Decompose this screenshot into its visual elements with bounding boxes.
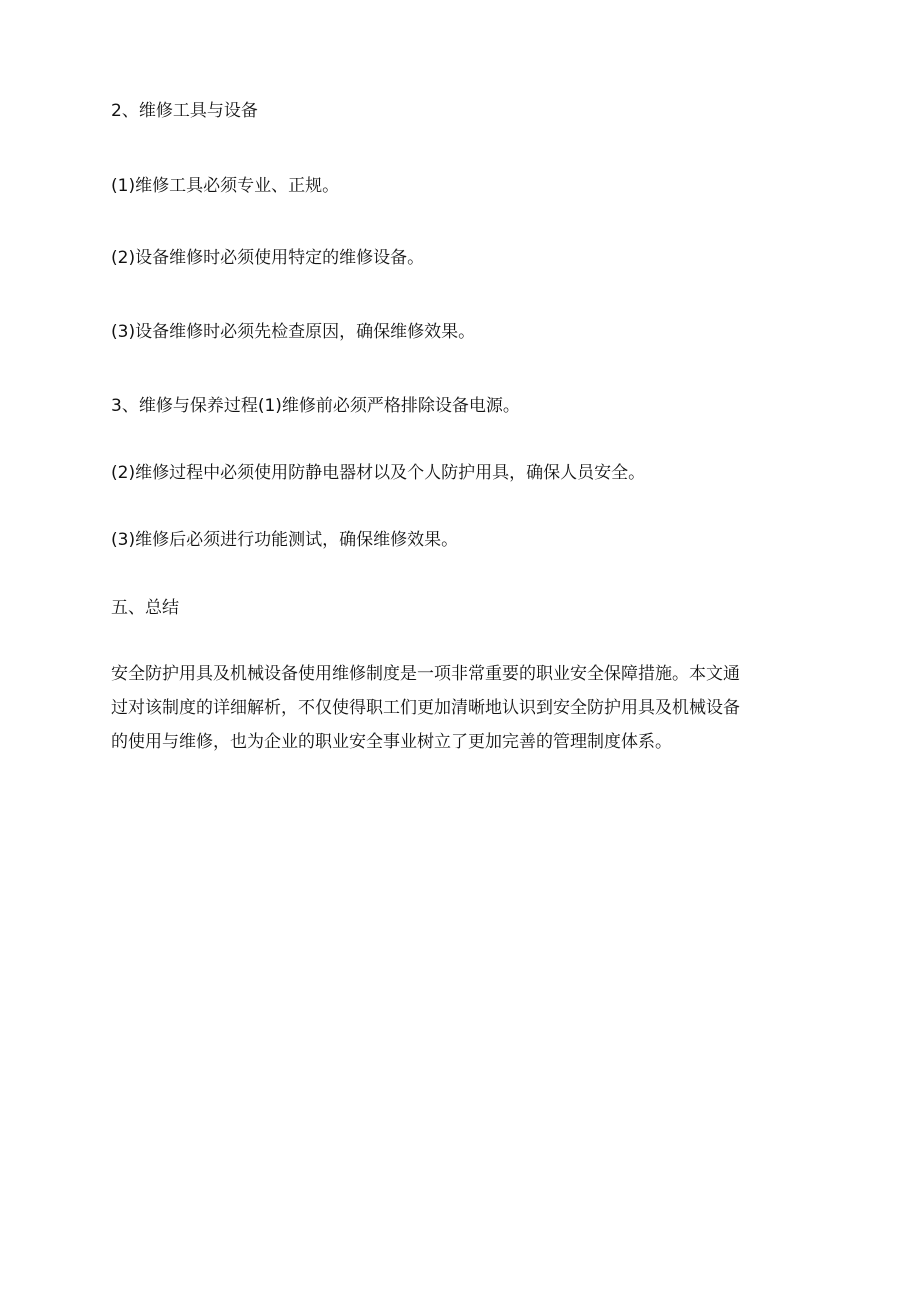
section-heading-maintenance-process: 3、维修与保养过程(1)维修前必须严格排除设备电源。 bbox=[111, 396, 520, 416]
summary-line: 的使用与维修，也为企业的职业安全事业树立了更加完善的管理制度体系。 bbox=[111, 732, 672, 752]
list-item: (3)设备维修时必须先检查原因，确保维修效果。 bbox=[111, 322, 476, 342]
list-item: (1)维修工具必须专业、正规。 bbox=[111, 176, 340, 196]
summary-line: 安全防护用具及机械设备使用维修制度是一项非常重要的职业安全保障措施。本文通 bbox=[111, 664, 740, 684]
summary-paragraph bbox=[111, 662, 811, 764]
list-item: (2)设备维修时必须使用特定的维修设备。 bbox=[111, 248, 425, 268]
section-heading-summary: 五、总结 bbox=[111, 598, 179, 618]
list-item: (2)维修过程中必须使用防静电器材以及个人防护用具，确保人员安全。 bbox=[111, 463, 646, 483]
section-heading-maintenance-tools: 2、维修工具与设备 bbox=[111, 101, 258, 121]
list-item: (3)维修后必须进行功能测试，确保维修效果。 bbox=[111, 530, 459, 550]
summary-line: 过对该制度的详细解析，不仅使得职工们更加清晰地认识到安全防护用具及机械设备 bbox=[111, 698, 740, 718]
